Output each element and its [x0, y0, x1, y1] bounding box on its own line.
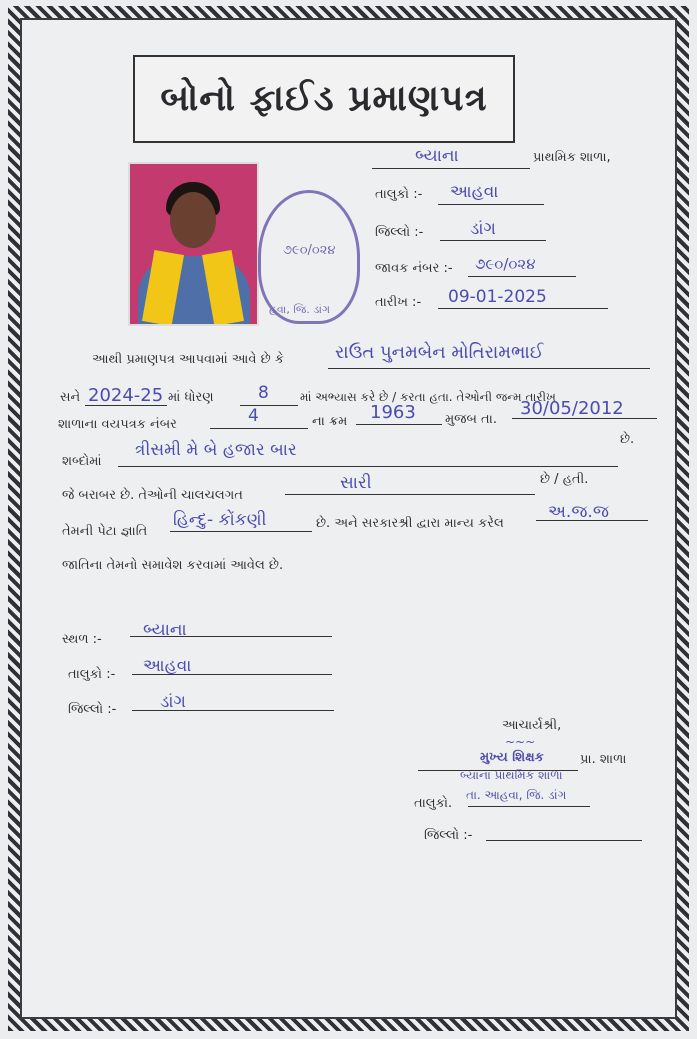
date-line: [438, 308, 608, 309]
school-name-line: [372, 168, 530, 169]
footer-district-value: ડાંગ: [160, 692, 186, 712]
body-line1-prefix: આથી પ્રમાણપત્ર આપવામાં આવે છે કે: [92, 352, 284, 367]
outward-number-label: જાવક નંબર :-: [375, 261, 453, 276]
birth-date-line: [512, 418, 657, 419]
standard-prefix: માં ધોરણ: [168, 390, 214, 405]
date-label: તારીખ :-: [375, 295, 422, 310]
birth-date-prefix: મુજબ તા.: [445, 412, 497, 427]
district-label: જિલ્લો :-: [375, 225, 424, 240]
words-label: શબ્દોમાં: [62, 454, 102, 469]
outward-number-value: ૭૯૦/૦૨૪: [475, 255, 536, 273]
taluka-line: [438, 204, 544, 205]
certificate-title: બોનો ફાઈડ પ્રમાણપત્ર: [133, 55, 515, 143]
standard-value: 8: [258, 383, 269, 403]
register-prefix: શાળાના વયપત્રક નંબર: [58, 417, 177, 432]
student-name: રાઉત પુનમબેન મોતિરામભાઈ: [335, 342, 544, 363]
birth-date: 30/05/2012: [520, 398, 624, 419]
conduct-value: સારી: [340, 473, 372, 493]
head-teacher-stamp: મુખ્ય શિક્ષક: [480, 750, 544, 765]
conduct-prefix: જે બરાબર છે. તેઓની ચાલચલગત: [62, 488, 243, 503]
seal-place: હવા, જિ. ડાંગ: [269, 303, 331, 316]
school-seal: [258, 190, 360, 324]
school-label: પ્રા. શાળા: [580, 752, 627, 767]
caste-mid: છે. અને સરકારશ્રી દ્વારા માન્ય કરેલ: [316, 516, 504, 531]
principal-signature: ~~~: [505, 735, 536, 749]
place-value: બ્યાના: [143, 620, 187, 640]
seal-number: ૭૯૦/૦૨૪: [283, 243, 336, 258]
sub-caste-value: હિન્દુ- કોંકણી: [173, 510, 267, 530]
outward-number-line: [468, 276, 576, 277]
register-number: 4: [248, 406, 259, 426]
category-value: અ.જ.જ: [548, 502, 609, 522]
place-label: સ્થળ :-: [62, 632, 102, 647]
serial-number: 1963: [370, 402, 416, 423]
serial-prefix: ના ક્રમ: [312, 414, 348, 429]
signature-taluka-label: તાલુકો.: [414, 796, 453, 811]
footer-district-label: જિલ્લો :-: [68, 702, 117, 717]
study-text: માં અભ્યાસ કરે છે / કરતા હતા. તેઓની જન્મ તારીખ: [300, 390, 556, 404]
caste-prefix: તેમની પેટા જ્ઞાતિ: [62, 524, 148, 539]
principal-label: આચાર્યશ્રી,: [502, 718, 562, 733]
district-value: ડાંગ: [470, 219, 496, 239]
district-line: [440, 240, 546, 241]
school-name: બ્યાના: [415, 146, 459, 166]
school-stamp: બ્યાના પ્રાથમિક શાળા: [460, 768, 563, 782]
date-value: 09-01-2025: [448, 287, 547, 307]
register-number-line: [210, 428, 308, 429]
birth-date-words-line: [118, 466, 618, 467]
conduct-suffix: છે / હતી.: [540, 472, 589, 487]
signature-district-line: [486, 840, 642, 841]
words-suffix: છે.: [620, 432, 635, 447]
caste-suffix: જાતિના તેમનો સમાવેશ કરવામાં આવેલ છે.: [62, 558, 284, 573]
student-name-line: [328, 368, 650, 369]
taluka-value: આહવા: [450, 182, 499, 202]
academic-year: 2024-25: [88, 385, 164, 406]
student-photo: [128, 162, 259, 326]
school-suffix: પ્રાથમિક શાળા,: [533, 150, 611, 165]
sub-caste-line: [170, 531, 312, 532]
birth-date-in-words: ત્રીસમી મે બે હજાર બાર: [135, 440, 297, 460]
footer-taluka-line: [132, 674, 332, 675]
footer-taluka-value: આહવા: [143, 656, 192, 676]
taluka-stamp: તા. આહવા, જિ. ડાંગ: [466, 788, 567, 802]
conduct-line: [285, 494, 535, 495]
signature-district-label: જિલ્લો :-: [424, 828, 473, 843]
place-line: [130, 636, 332, 637]
taluka-label: તાલુકો :-: [375, 187, 423, 202]
footer-taluka-label: તાલુકો :-: [68, 667, 116, 682]
serial-number-line: [356, 424, 442, 425]
signature-taluka-line: [468, 806, 590, 807]
academic-year-line: [85, 405, 167, 406]
category-line: [536, 520, 648, 521]
footer-district-line: [132, 710, 334, 711]
year-prefix: સને: [60, 390, 81, 405]
